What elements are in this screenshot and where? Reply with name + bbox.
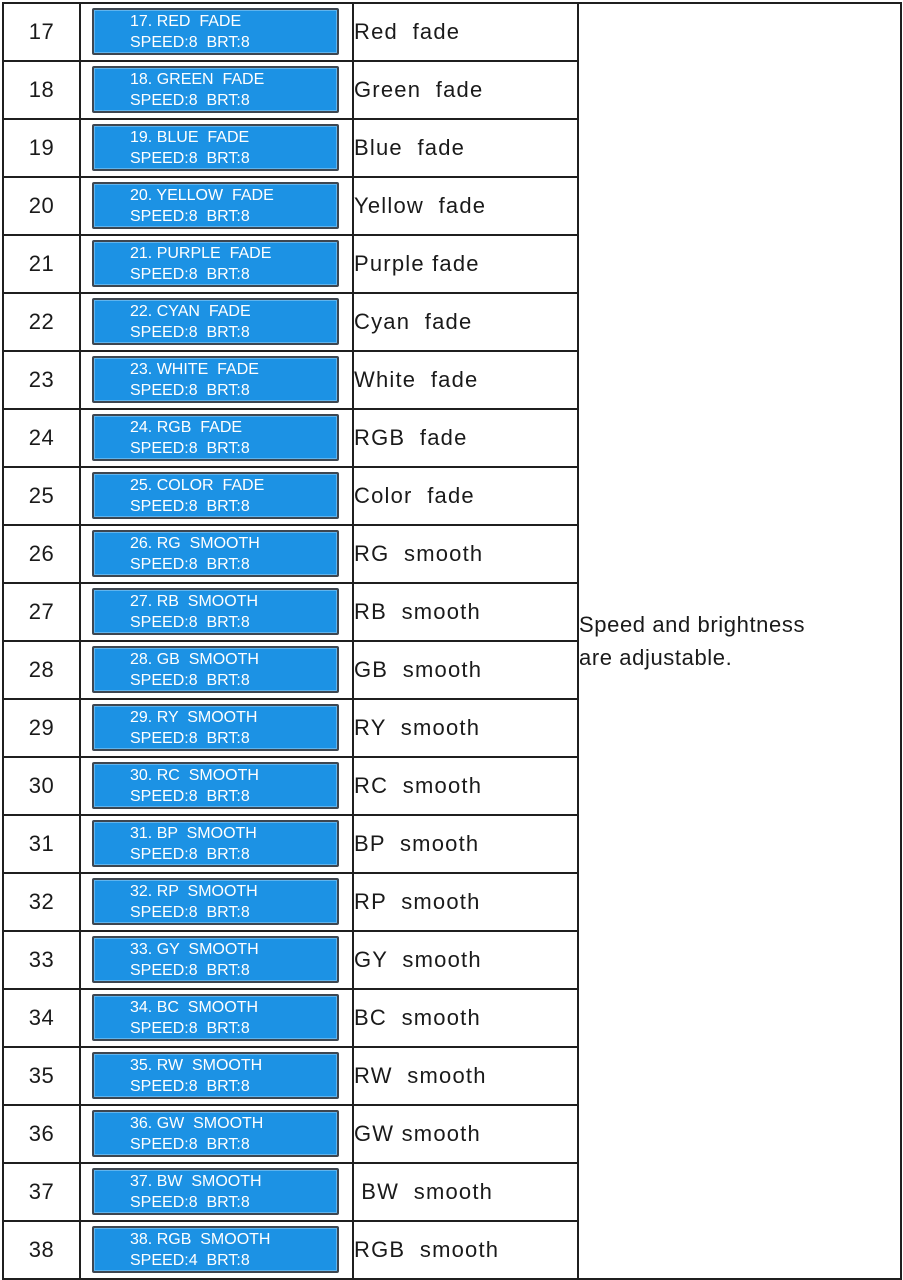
lcd-line-settings: SPEED:8 BRT:8 [130,613,250,631]
lcd-display [92,994,339,1041]
mode-number: 33 [3,931,80,989]
lcd-display [92,1226,339,1273]
lcd-line-settings: SPEED:8 BRT:8 [130,787,250,805]
lcd-line-settings: SPEED:8 BRT:8 [130,439,250,457]
lcd-line-settings: SPEED:8 BRT:8 [130,265,250,283]
lcd-line-mode: 24. RGB FADE [130,418,243,436]
lcd-cell [80,177,353,235]
mode-name: GY smooth [353,931,578,989]
mode-name: RG smooth [353,525,578,583]
lcd-line-settings: SPEED:8 BRT:8 [130,1135,250,1153]
mode-name: Purple fade [353,235,578,293]
mode-name: RC smooth [353,757,578,815]
lcd-cell [80,699,353,757]
lcd-cell [80,525,353,583]
lcd-line-mode: 37. BW SMOOTH [130,1172,262,1190]
mode-name: Color fade [353,467,578,525]
lcd-cell [80,351,353,409]
lcd-cell [80,1163,353,1221]
mode-number: 24 [3,409,80,467]
mode-name: Blue fade [353,119,578,177]
mode-number: 26 [3,525,80,583]
lcd-line-settings: SPEED:8 BRT:8 [130,207,250,225]
mode-number: 22 [3,293,80,351]
mode-table [2,2,902,1280]
lcd-cell [80,815,353,873]
note-line-1: Speed and brightness [579,612,806,637]
lcd-line-mode: 27. RB SMOOTH [130,592,259,610]
mode-rows [3,3,901,1279]
mode-name: BC smooth [353,989,578,1047]
lcd-display [92,1168,339,1215]
lcd-line-mode: 29. RY SMOOTH [130,708,258,726]
lcd-line-mode: 17. RED FADE [130,12,242,30]
lcd-cell [80,1047,353,1105]
lcd-line-mode: 35. RW SMOOTH [130,1056,263,1074]
lcd-line-settings: SPEED:8 BRT:8 [130,381,250,399]
lcd-cell [80,467,353,525]
mode-number: 36 [3,1105,80,1163]
lcd-line-mode: 38. RGB SMOOTH [130,1230,271,1248]
mode-number: 20 [3,177,80,235]
lcd-line-settings: SPEED:8 BRT:8 [130,961,250,979]
mode-number: 34 [3,989,80,1047]
lcd-cell [80,293,353,351]
lcd-cell [80,119,353,177]
lcd-display [92,472,339,519]
mode-number: 37 [3,1163,80,1221]
lcd-line-mode: 19. BLUE FADE [130,128,250,146]
lcd-line-settings: SPEED:8 BRT:8 [130,33,250,51]
lcd-line-mode: 23. WHITE FADE [130,360,259,378]
lcd-display [92,414,339,461]
lcd-display [92,530,339,577]
table-row [3,3,901,61]
lcd-cell [80,641,353,699]
lcd-line-mode: 32. RP SMOOTH [130,882,258,900]
lcd-display [92,936,339,983]
lcd-line-settings: SPEED:8 BRT:8 [130,1193,250,1211]
mode-name: GB smooth [353,641,578,699]
lcd-line-mode: 25. COLOR FADE [130,476,265,494]
lcd-line-settings: SPEED:4 BRT:8 [130,1251,250,1269]
lcd-line-settings: SPEED:8 BRT:8 [130,323,250,341]
lcd-display [92,704,339,751]
lcd-line-settings: SPEED:8 BRT:8 [130,1077,250,1095]
lcd-display [92,878,339,925]
lcd-line-settings: SPEED:8 BRT:8 [130,497,250,515]
note-line-2: are adjustable. [579,645,733,670]
lcd-cell [80,1221,353,1279]
lcd-display [92,182,339,229]
mode-name: Cyan fade [353,293,578,351]
lcd-line-mode: 28. GB SMOOTH [130,650,259,668]
mode-number: 21 [3,235,80,293]
lcd-display [92,240,339,287]
adjustable-note [578,3,901,1279]
mode-number: 29 [3,699,80,757]
lcd-line-mode: 33. GY SMOOTH [130,940,259,958]
mode-number: 32 [3,873,80,931]
lcd-display [92,298,339,345]
mode-name: RP smooth [353,873,578,931]
lcd-display [92,66,339,113]
lcd-line-mode: 30. RC SMOOTH [130,766,259,784]
lcd-line-mode: 34. BC SMOOTH [130,998,259,1016]
mode-name: RGB smooth [353,1221,578,1279]
lcd-line-settings: SPEED:8 BRT:8 [130,845,250,863]
mode-number: 30 [3,757,80,815]
mode-number: 35 [3,1047,80,1105]
lcd-line-settings: SPEED:8 BRT:8 [130,1019,250,1037]
lcd-display [92,820,339,867]
lcd-line-settings: SPEED:8 BRT:8 [130,149,250,167]
mode-number: 38 [3,1221,80,1279]
lcd-line-mode: 20. YELLOW FADE [130,186,274,204]
mode-name: Red fade [353,3,578,61]
lcd-line-settings: SPEED:8 BRT:8 [130,903,250,921]
mode-name: Green fade [353,61,578,119]
mode-number: 18 [3,61,80,119]
lcd-cell [80,583,353,641]
lcd-display [92,588,339,635]
lcd-line-mode: 21. PURPLE FADE [130,244,272,262]
lcd-display [92,356,339,403]
lcd-line-settings: SPEED:8 BRT:8 [130,729,250,747]
mode-name: RGB fade [353,409,578,467]
lcd-line-mode: 22. CYAN FADE [130,302,251,320]
lcd-cell [80,235,353,293]
lcd-line-settings: SPEED:8 BRT:8 [130,671,250,689]
lcd-line-settings: SPEED:8 BRT:8 [130,555,250,573]
mode-number: 23 [3,351,80,409]
mode-number: 31 [3,815,80,873]
mode-name: GW smooth [353,1105,578,1163]
mode-number: 19 [3,119,80,177]
mode-name: RW smooth [353,1047,578,1105]
mode-name: BW smooth [353,1163,578,1221]
lcd-display [92,762,339,809]
mode-name: White fade [353,351,578,409]
lcd-cell [80,873,353,931]
mode-number: 17 [3,3,80,61]
mode-number: 25 [3,467,80,525]
mode-number: 27 [3,583,80,641]
lcd-line-mode: 36. GW SMOOTH [130,1114,264,1132]
mode-number: 28 [3,641,80,699]
lcd-cell [80,757,353,815]
lcd-display [92,1052,339,1099]
lcd-display [92,1110,339,1157]
lcd-display [92,646,339,693]
lcd-cell [80,61,353,119]
lcd-cell [80,1105,353,1163]
lcd-cell [80,931,353,989]
lcd-cell [80,989,353,1047]
mode-name: RB smooth [353,583,578,641]
lcd-line-settings: SPEED:8 BRT:8 [130,91,250,109]
mode-name: RY smooth [353,699,578,757]
mode-name: Yellow fade [353,177,578,235]
lcd-line-mode: 26. RG SMOOTH [130,534,260,552]
lcd-cell [80,3,353,61]
lcd-line-mode: 31. BP SMOOTH [130,824,257,842]
mode-name: BP smooth [353,815,578,873]
lcd-display [92,8,339,55]
lcd-display [92,124,339,171]
lcd-cell [80,409,353,467]
lcd-line-mode: 18. GREEN FADE [130,70,265,88]
